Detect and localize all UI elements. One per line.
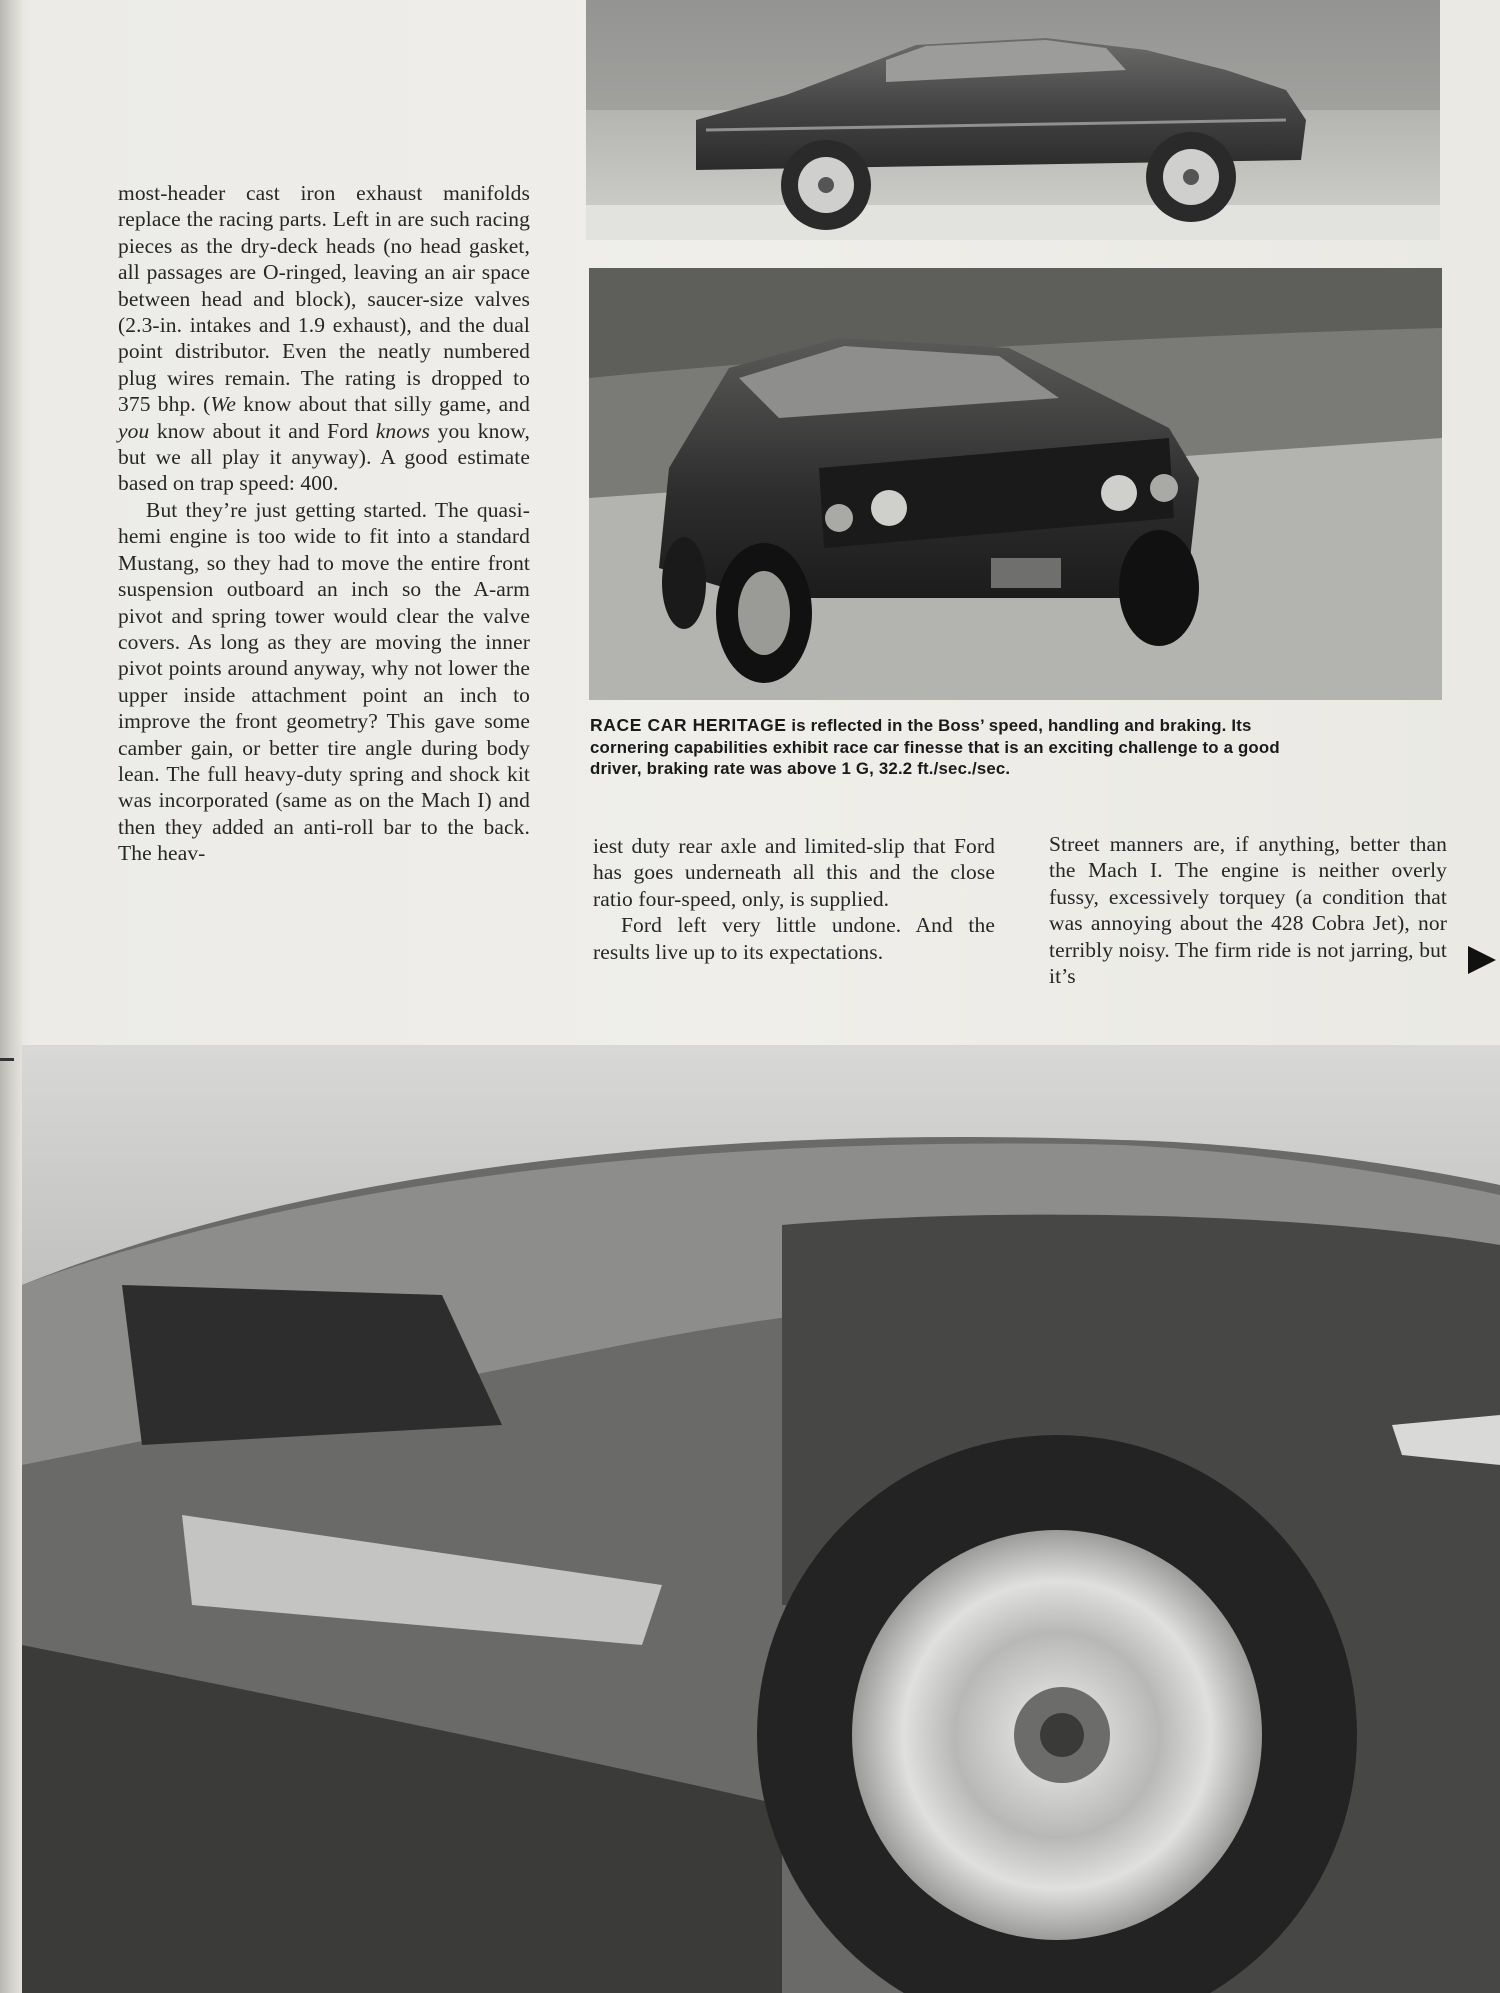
column2-paragraph-2: Ford left very little undone. And the results live up to its expectations. [593,913,995,964]
text-run: most-header cast iron exhaust manifolds replace the racing parts. Left in are such racing pieces as the dry-deck heads (no head gasket, all passages are O-ringed, leaving an air space between head and block), saucer-size valves (2.3-in. intakes and 1.9 exhaust), and the dual point distributor. Even the neatly numbered plug wires remain. The rating is dropped to 375 bhp. ( [118,181,530,417]
column1-paragraph-2 [118,497,530,867]
page-spine [0,0,22,1993]
photo-car-front-view [589,268,1442,700]
article-column-3 [1049,831,1447,989]
photo-car-side-view [586,0,1440,240]
continue-arrow-icon [1468,946,1496,974]
spine-mark [0,1058,14,1061]
text-run: But they’re just getting started. The quasi-hemi engine is too wide to fit into a standard Mustang, so they had to move the entire front suspension outboard an inch so the A-arm pivot and spring tower would clear the valve covers. As long as they are moving the inner pivot points around anyway, why not lower the upper inside attachment point an inch to improve the front geometry? This gave some camber gain, or better tire angle during body lean. The full heavy-duty spring and shock kit was incorporated (same as on the Mach I) and then they added an anti-roll bar to the back. The heav- [118,497,530,866]
italic-text: We [210,392,237,417]
caption-text: is reflected in the Boss’ speed, handling and braking. Its cornering capabilities exhibit race car finesse that is an exciting challenge to a good driver, braking rate was above 1 G, 32.2 ft./sec./sec. [590,716,1280,778]
caption-lead: RACE CAR HERITAGE [590,715,787,735]
photo-car-motion-blur [22,1045,1500,1993]
text-run: know about that silly game, and [236,392,530,417]
photo-caption [590,715,1330,780]
text-run: know about it and Ford [149,418,376,443]
article-column-2 [593,833,995,965]
italic-text: knows [375,418,431,443]
column1-paragraph-1 [118,180,530,497]
column2-paragraph-1: iest duty rear axle and limited-slip that Ford has goes underneath all this and the close ratio four-speed, only, is supplied. [593,834,995,911]
column3-paragraph-1: Street manners are, if anything, better than the Mach I. The engine is neither overly fussy, excessively torquey (a condition that was annoying about the 428 Cobra Jet), nor terribly noisy. The firm ride is not jarring, but it’s [1049,832,1447,989]
article-column-1 [118,180,530,867]
text-run: you know, but we all play it anyway). A good estimate based on trap speed: 400. [118,418,530,496]
italic-text: you [118,418,150,443]
